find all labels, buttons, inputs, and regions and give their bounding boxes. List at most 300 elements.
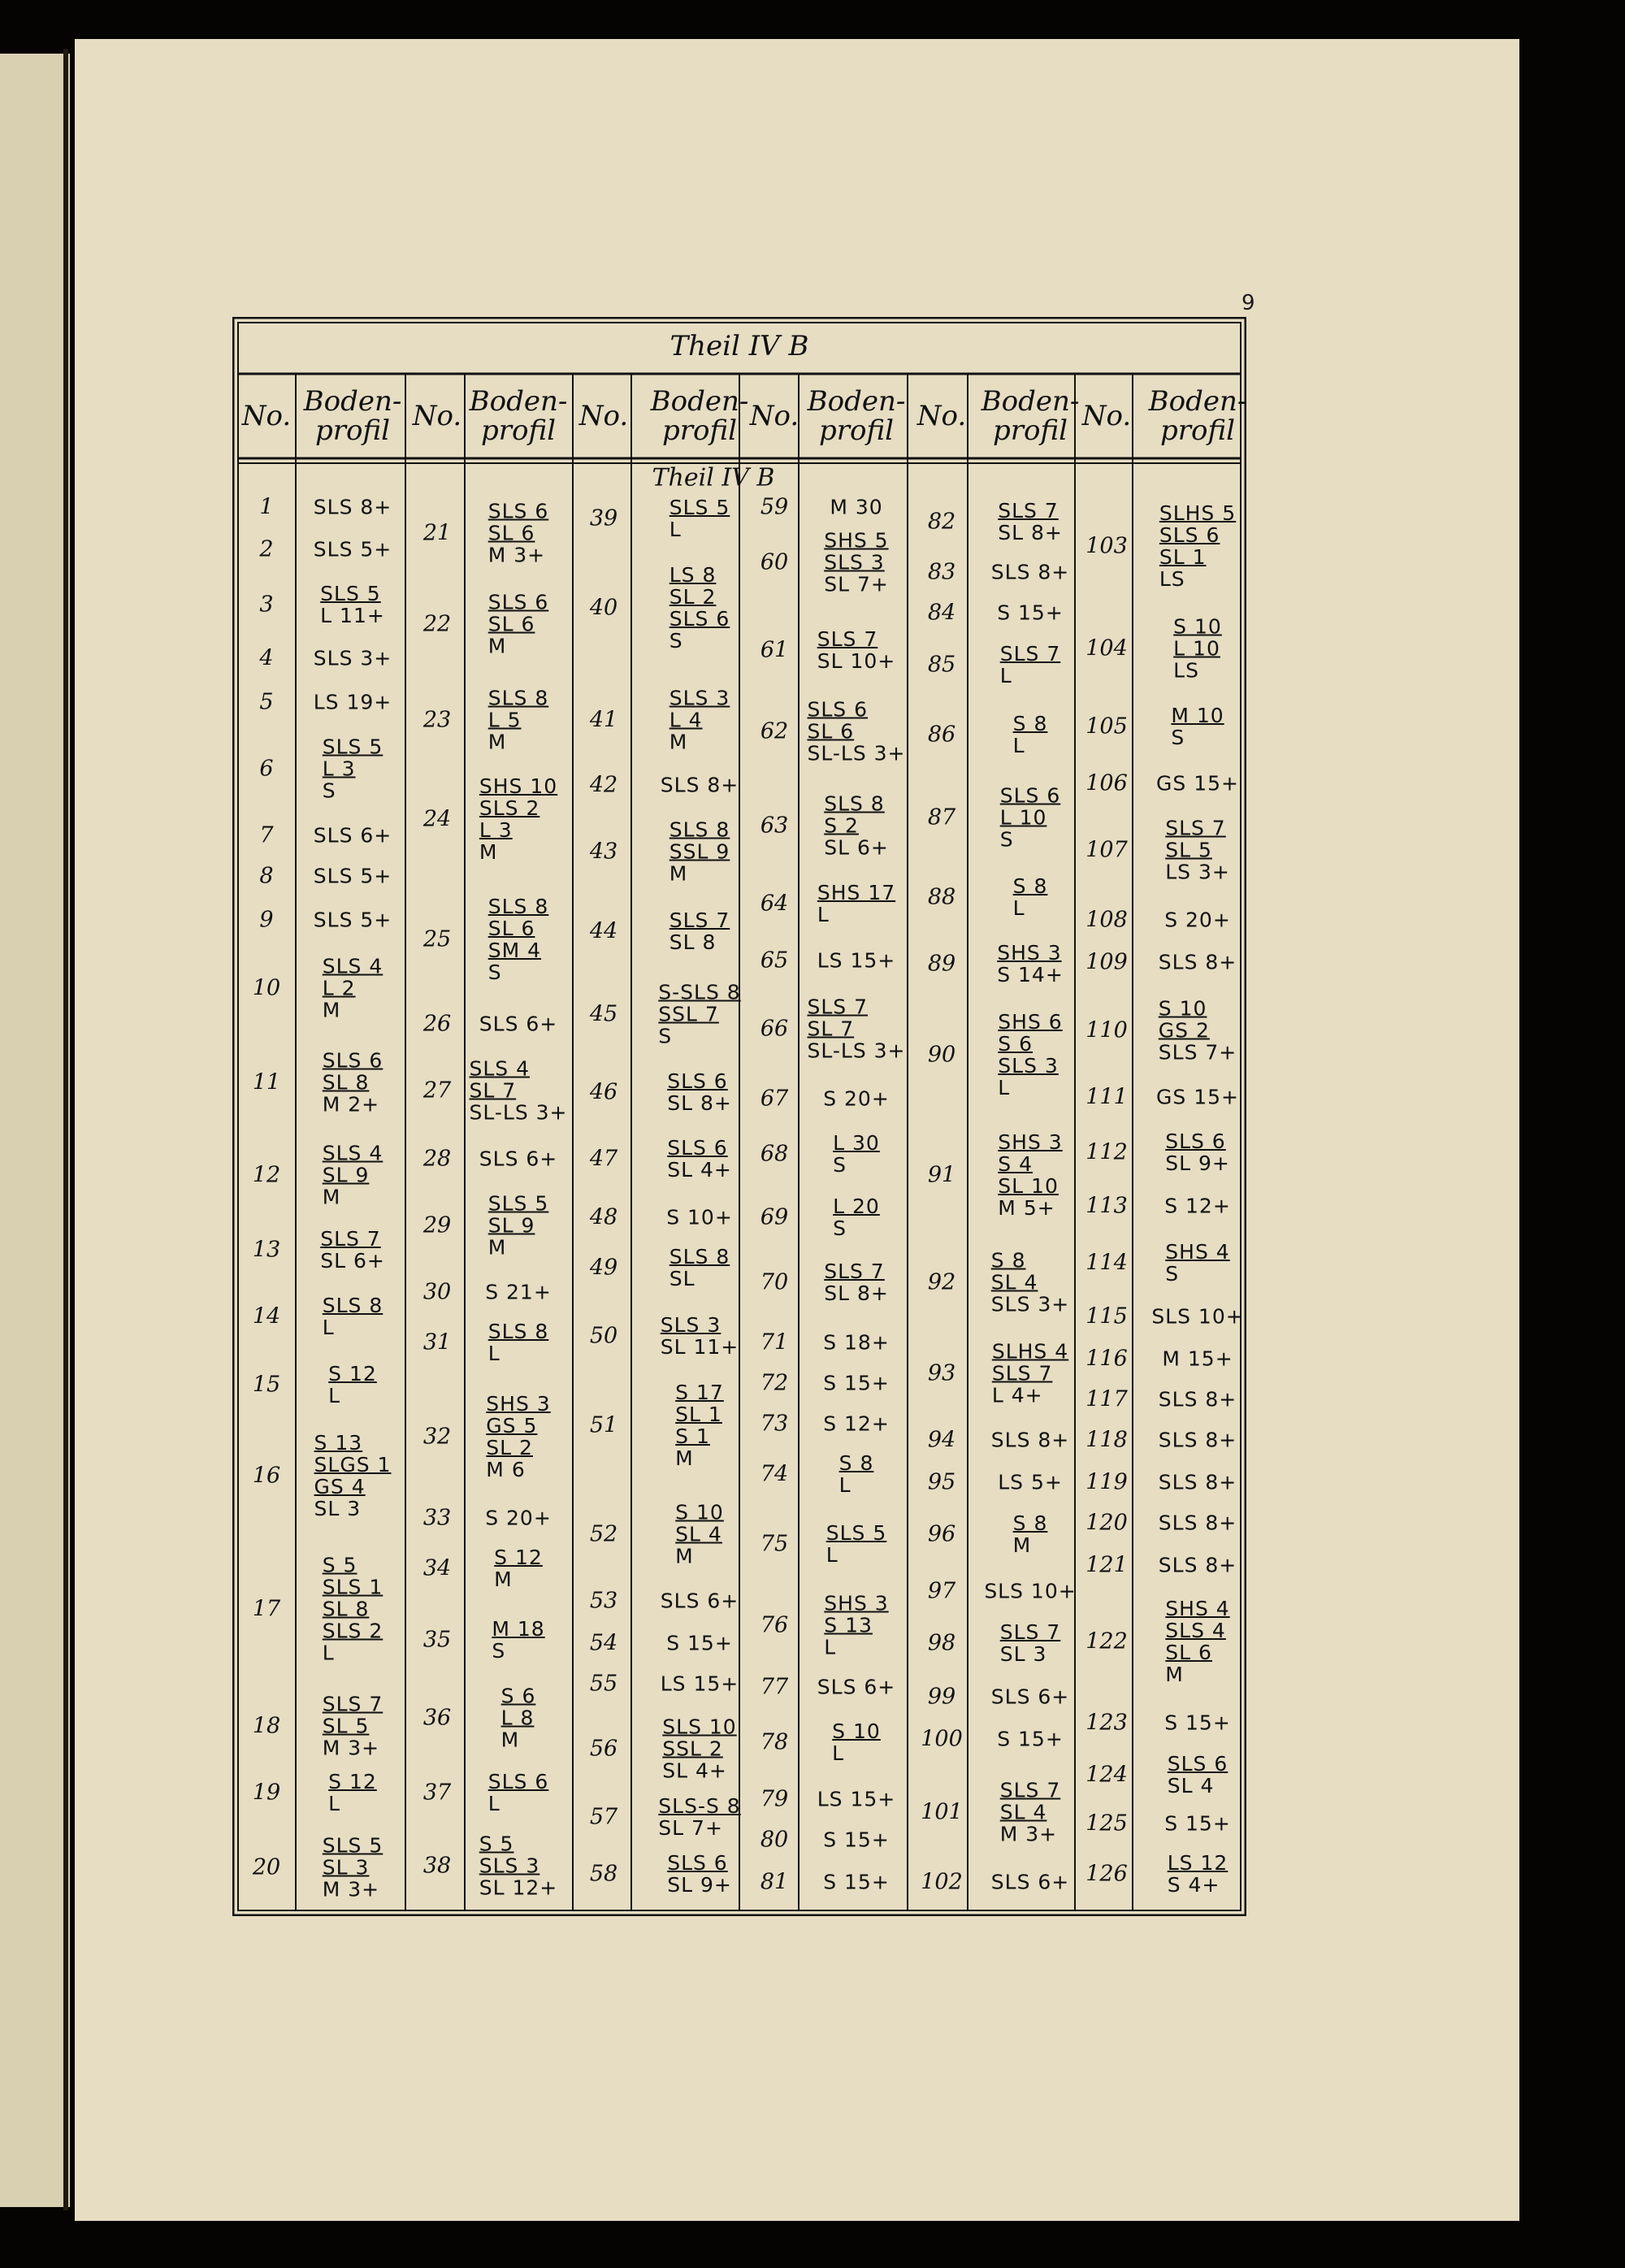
profile-line: SLS 10+ <box>1151 1304 1244 1329</box>
profile-line: SL 8 <box>669 930 717 954</box>
profile-line: SL 2 <box>486 1436 533 1459</box>
profile-line: SL 4 <box>675 1522 722 1546</box>
entry-number: 116 <box>1086 1346 1128 1372</box>
soil-profile <box>991 1429 1069 1451</box>
soil-profile <box>1165 817 1230 883</box>
soil-profile <box>997 942 1064 986</box>
profile-line: L 11+ <box>320 604 385 627</box>
profile-line: S 10 <box>675 1500 724 1524</box>
profile-line: S 15+ <box>823 1870 890 1894</box>
profile-line: SLS 6+ <box>990 1870 1070 1894</box>
profile-line: SLS 8+ <box>1158 1428 1237 1452</box>
soil-profile <box>488 592 549 657</box>
profile-line: S <box>1171 726 1185 749</box>
soil-profile <box>479 775 557 863</box>
soil-profile <box>808 996 906 1062</box>
profile-line: S 12+ <box>1164 1194 1231 1218</box>
entry-number: 103 <box>1086 533 1128 559</box>
entry-number: 6 <box>259 756 274 782</box>
profile-line: SHS 3 <box>824 1591 889 1615</box>
soil-profile <box>823 1332 890 1354</box>
profile-line: SLHS 5 <box>1159 501 1237 525</box>
profile-line: SL 4+ <box>662 1758 727 1783</box>
profile-line: S <box>999 827 1014 852</box>
profile-line: SLS 3+ <box>313 646 392 670</box>
entry-number: 20 <box>252 1854 281 1880</box>
soil-profile <box>1159 952 1237 974</box>
soil-profile <box>323 1050 384 1116</box>
profile-line: SLS 1 <box>322 1575 384 1599</box>
profile-line: SLS 8+ <box>1158 1470 1237 1494</box>
soil-profile <box>670 819 730 885</box>
soil-profile <box>1164 1195 1231 1217</box>
entry-number: 53 <box>589 1588 618 1614</box>
profile-line: SLS 6 <box>488 590 549 614</box>
entry-number: 89 <box>927 951 956 977</box>
soil-profile <box>1162 1348 1233 1370</box>
profile-line: L <box>669 518 682 541</box>
entry-number: 26 <box>422 1011 452 1037</box>
profile-line: S 17 <box>675 1381 724 1404</box>
header-bodenprofil-6: Boden- profil <box>1148 385 1247 447</box>
profile-line: M 5+ <box>998 1196 1055 1220</box>
soil-profile <box>817 950 896 972</box>
soil-profile <box>1165 1241 1229 1285</box>
profile-line: M <box>1012 1533 1032 1557</box>
entry-number: 82 <box>927 509 956 535</box>
profile-line: S 8 <box>1012 874 1048 898</box>
profile-line: SL 9 <box>488 1213 535 1238</box>
soil-profile <box>992 1341 1068 1407</box>
soil-profile <box>1013 1512 1048 1556</box>
entry-number: 73 <box>760 1411 789 1437</box>
profile-line: SLS 8+ <box>990 560 1070 584</box>
soil-profile <box>824 1260 889 1304</box>
header-bodenprofil-1: Boden- profil <box>303 385 402 447</box>
entry-number: 42 <box>589 772 618 798</box>
soil-profile <box>1000 643 1061 687</box>
soil-profile <box>661 1673 739 1695</box>
entry-number: 121 <box>1086 1552 1128 1578</box>
soil-profile <box>323 1555 384 1664</box>
profile-line: SLS 5 <box>322 735 384 759</box>
entry-number: 32 <box>422 1424 452 1450</box>
soil-profile <box>1000 1780 1061 1845</box>
entry-number: 110 <box>1086 1017 1128 1043</box>
entry-number: 122 <box>1086 1628 1128 1654</box>
profile-line: LS 15+ <box>817 1787 896 1811</box>
profile-line: S 5 <box>479 1832 514 1856</box>
profile-line: SL 6+ <box>320 1249 385 1273</box>
profile-line: SLS 6 <box>669 607 730 631</box>
profile-line: S 18+ <box>823 1330 890 1355</box>
profile-line: SL-LS 3+ <box>469 1100 568 1125</box>
soil-profile <box>323 736 384 802</box>
profile-line: M <box>669 730 688 754</box>
soil-profile <box>485 1281 552 1303</box>
profile-line: SL 3 <box>322 1855 370 1880</box>
profile-line: M 6 <box>486 1458 526 1481</box>
profile-line: LS <box>1173 658 1199 683</box>
book-gutter <box>63 49 68 2210</box>
profile-line: SLS 7 <box>999 1620 1061 1644</box>
profile-line: L <box>838 1473 852 1497</box>
soil-profile <box>1013 713 1048 757</box>
profile-line: SLS 6 <box>1159 523 1220 547</box>
soil-profile <box>998 1011 1062 1099</box>
soil-profile <box>817 882 895 926</box>
profile-line: SL 6 <box>488 612 535 636</box>
profile-line: SLS 8 <box>669 1245 730 1268</box>
soil-profile <box>1159 1389 1237 1411</box>
profile-line: SLS 6+ <box>990 1685 1070 1709</box>
entry-number: 83 <box>927 559 956 585</box>
soil-profile <box>833 1195 880 1239</box>
entry-number: 114 <box>1086 1250 1128 1276</box>
profile-line: SLS-S 8 <box>658 1794 741 1818</box>
soil-profile <box>1159 502 1236 590</box>
profile-line: S 10+ <box>666 1205 733 1229</box>
entry-number: 115 <box>1086 1303 1128 1329</box>
profile-line: S 20+ <box>485 1506 552 1530</box>
soil-profile <box>823 1871 890 1893</box>
profile-line: L <box>488 1342 500 1365</box>
profile-line: SLS 6 <box>322 1048 384 1073</box>
entry-number: 70 <box>760 1269 789 1295</box>
profile-line: SHS 6 <box>998 1010 1063 1034</box>
profile-line: SLS 3 <box>824 550 885 575</box>
profile-line: SLS 6+ <box>479 1012 558 1036</box>
profile-line: SLS 6 <box>999 783 1061 808</box>
profile-line: S 5 <box>322 1553 358 1577</box>
profile-line: L 30 <box>833 1131 880 1155</box>
profile-line: SL 5 <box>1165 838 1212 862</box>
profile-line: SL 7+ <box>824 572 889 596</box>
soil-profile <box>488 687 549 753</box>
profile-line: S 6 <box>998 1032 1034 1056</box>
profile-line: LS 12 <box>1167 1851 1228 1875</box>
soil-profile <box>328 1363 377 1407</box>
entry-number: 14 <box>252 1303 281 1329</box>
soil-profile <box>832 1720 881 1764</box>
page-number: 9 <box>1242 291 1255 315</box>
soil-profile <box>314 909 392 931</box>
soil-profile <box>670 497 730 540</box>
profile-line: SLS 2 <box>479 796 540 820</box>
soil-profile <box>823 1088 890 1110</box>
soil-profile <box>1164 1813 1231 1835</box>
profile-line: SLS 3 <box>660 1313 722 1337</box>
entry-number: 57 <box>589 1804 618 1830</box>
soil-profile <box>1156 773 1239 795</box>
profile-line: SLS 5+ <box>313 864 392 888</box>
soil-profile <box>662 1716 736 1782</box>
entry-number: 30 <box>422 1279 452 1305</box>
soil-profile <box>675 1502 724 1568</box>
soil-profile <box>1164 1712 1231 1734</box>
profile-line: SLS 3 <box>669 686 730 710</box>
entry-number: 10 <box>252 975 281 1001</box>
entry-number: 40 <box>589 595 618 621</box>
entry-number: 4 <box>259 645 274 671</box>
soil-profile <box>675 1381 724 1469</box>
entry-number: 27 <box>422 1078 452 1104</box>
profile-line: SLS 8+ <box>1158 950 1237 974</box>
profile-line: S <box>658 1024 673 1048</box>
soil-profile <box>661 1314 739 1358</box>
profile-line: M 2+ <box>322 1092 380 1117</box>
profile-line: SLS 4 <box>322 954 384 978</box>
profile-line: SM 4 <box>488 939 542 962</box>
profile-line: SL 1 <box>1159 545 1207 569</box>
soil-profile <box>991 1871 1069 1893</box>
entry-number: 18 <box>252 1713 281 1739</box>
profile-line: SLS 6 <box>488 499 549 523</box>
soil-profile <box>1168 1753 1228 1797</box>
entry-number: 117 <box>1086 1386 1128 1412</box>
profile-line: S 2 <box>824 813 859 838</box>
entry-number: 71 <box>760 1329 789 1355</box>
soil-profile <box>670 564 730 652</box>
profile-line: S 15+ <box>997 1727 1064 1751</box>
profile-line: L <box>328 1792 341 1815</box>
profile-line: L <box>998 1076 1011 1099</box>
soil-profile <box>991 1686 1069 1708</box>
profile-line: S 20+ <box>823 1086 890 1111</box>
soil-profile <box>817 628 896 672</box>
profile-line: M <box>500 1728 520 1752</box>
entry-number: 102 <box>921 1869 963 1895</box>
profile-line: SLS 7 <box>669 909 730 932</box>
entry-number: 123 <box>1086 1710 1128 1736</box>
soil-profile <box>839 1452 874 1496</box>
profile-line: SLS 4 <box>322 1141 384 1165</box>
profile-line: LS 15+ <box>817 948 896 973</box>
entry-number: 47 <box>589 1146 618 1172</box>
soil-profile <box>494 1546 543 1590</box>
entry-number: 33 <box>422 1505 452 1531</box>
header-no-1: No. <box>241 400 292 432</box>
profile-line: SL 8 <box>322 1070 370 1095</box>
profile-line: S 10 <box>832 1719 881 1743</box>
profile-line: S 10 <box>1158 996 1207 1021</box>
profile-line: SLS 10 <box>662 1715 737 1739</box>
header-no-6: No. <box>1081 400 1132 432</box>
profile-line: SLS 8+ <box>1158 1511 1237 1535</box>
profile-line: SL 6 <box>488 521 535 545</box>
entry-number: 92 <box>927 1269 956 1295</box>
entry-number: 104 <box>1086 635 1128 661</box>
entry-number: 65 <box>760 948 789 974</box>
entry-number: 45 <box>589 1001 618 1027</box>
profile-line: M <box>488 634 507 658</box>
entry-number: 5 <box>259 689 274 715</box>
profile-line: L 5 <box>488 708 522 732</box>
profile-line: S 15+ <box>823 1371 890 1395</box>
entry-number: 8 <box>259 863 274 889</box>
soil-profile <box>670 687 730 753</box>
soil-profile <box>998 500 1063 544</box>
profile-line: L <box>999 664 1012 687</box>
entry-number: 1 <box>259 494 274 520</box>
profile-line: S 15+ <box>1164 1811 1231 1836</box>
entry-number: 101 <box>921 1799 963 1825</box>
entry-number: 60 <box>760 549 789 575</box>
profile-line: M <box>1165 1663 1184 1686</box>
profile-line: SL 12+ <box>479 1876 558 1900</box>
soil-profile <box>823 1413 890 1435</box>
entry-number: 68 <box>760 1141 789 1167</box>
soil-profile <box>1000 1621 1061 1665</box>
entry-number: 90 <box>927 1042 956 1068</box>
entry-number: 88 <box>927 884 956 910</box>
profile-line: LS 19+ <box>313 690 392 714</box>
profile-line: SL 7+ <box>658 1816 723 1840</box>
entry-number: 37 <box>422 1780 452 1806</box>
entry-number: 85 <box>927 652 956 678</box>
profile-line: SLS 5 <box>320 582 381 605</box>
soil-profile <box>488 1320 549 1364</box>
soil-profile <box>1159 1512 1237 1534</box>
profile-line: SLS 3+ <box>990 1292 1070 1316</box>
profile-line: SLS 6+ <box>479 1147 558 1171</box>
profile-line: S <box>1165 1262 1180 1286</box>
profile-line: SL 4+ <box>667 1158 732 1182</box>
profile-line: SHS 3 <box>997 941 1062 965</box>
soil-profile <box>488 895 549 983</box>
soil-profile <box>817 1789 896 1810</box>
profile-line: SLS 7 <box>322 1692 384 1716</box>
entry-number: 113 <box>1086 1193 1128 1219</box>
soil-profile <box>1165 1598 1229 1685</box>
profile-line: SLS 8 <box>488 1320 549 1343</box>
profile-line: SL 4 <box>990 1270 1038 1294</box>
profile-line: L 4+ <box>991 1383 1043 1407</box>
profile-line: SL 6+ <box>824 835 889 860</box>
profile-line: M <box>488 730 507 754</box>
soil-profile <box>323 1693 384 1759</box>
soil-profile <box>817 1676 895 1698</box>
soil-profile <box>1013 875 1048 919</box>
entry-number: 97 <box>927 1578 956 1604</box>
entry-number: 23 <box>422 707 452 733</box>
entry-number: 112 <box>1086 1139 1128 1165</box>
profile-line: LS 3+ <box>1165 860 1230 884</box>
entry-number: 13 <box>252 1237 281 1263</box>
soil-profile <box>479 1148 557 1170</box>
soil-profile <box>488 1771 549 1815</box>
soil-profile <box>314 692 392 713</box>
profile-line: SLS 7 <box>320 1227 381 1251</box>
soil-profile <box>314 539 392 561</box>
entry-number: 58 <box>589 1861 618 1887</box>
soil-profile <box>323 1835 384 1901</box>
profile-line: SL 7 <box>469 1078 517 1103</box>
profile-line: SLS 8 <box>488 686 549 710</box>
entry-number: 17 <box>252 1596 281 1622</box>
profile-line: S-SLS 8 <box>658 980 741 1004</box>
soil-profile <box>661 774 739 796</box>
soil-profile <box>1168 1852 1228 1896</box>
profile-line: S 15+ <box>666 1631 733 1655</box>
entry-number: 7 <box>259 822 274 848</box>
soil-profile <box>492 1618 544 1662</box>
entry-number: 63 <box>760 813 789 839</box>
entry-number: 75 <box>760 1531 789 1557</box>
profile-line: SLS 6 <box>488 1770 549 1793</box>
entry-number: 87 <box>927 804 956 830</box>
entry-number: 3 <box>259 592 274 618</box>
profile-line: SL 2 <box>669 585 717 609</box>
entry-number: 43 <box>589 839 618 865</box>
entry-number: 9 <box>259 907 274 933</box>
entry-number: 67 <box>760 1086 789 1112</box>
soil-profile <box>830 497 882 518</box>
entry-number: 52 <box>589 1521 618 1547</box>
profile-line: S 12 <box>328 1362 377 1386</box>
soil-profile <box>323 956 384 1021</box>
entry-number: 61 <box>760 637 789 663</box>
soil-profile <box>488 501 549 566</box>
soil-profile <box>320 1228 385 1272</box>
profile-line: S 21+ <box>485 1280 552 1304</box>
entry-number: 55 <box>589 1671 618 1697</box>
entry-number: 46 <box>589 1079 618 1105</box>
profile-line: M <box>322 1185 341 1209</box>
profile-line: S 13 <box>824 1613 873 1637</box>
profile-line: L <box>328 1384 341 1407</box>
profile-line: SLS 6 <box>667 1136 728 1160</box>
profile-line: S 8 <box>990 1248 1026 1273</box>
soil-profile <box>1159 1472 1237 1494</box>
profile-line: S 6 <box>500 1684 536 1708</box>
profile-line: SSL 9 <box>669 839 730 864</box>
profile-line: SL 8+ <box>998 521 1063 544</box>
entry-number: 105 <box>1086 713 1128 739</box>
table-subtitle: Theil IV B <box>652 463 775 492</box>
profile-line: GS 4 <box>314 1475 366 1498</box>
profile-line: SL 10 <box>998 1174 1059 1198</box>
profile-line: SL 3 <box>314 1497 362 1520</box>
profile-line: SLS 10+ <box>984 1579 1077 1603</box>
profile-line: SLHS 4 <box>991 1339 1069 1364</box>
entry-number: 125 <box>1086 1810 1128 1837</box>
profile-line: L 3 <box>479 818 513 842</box>
soil-profile <box>486 1393 550 1481</box>
profile-line: L <box>824 1635 837 1659</box>
profile-line: M 3+ <box>322 1736 380 1760</box>
profile-line: S 15+ <box>997 601 1064 625</box>
profile-line: M <box>322 998 341 1022</box>
entry-number: 44 <box>589 918 618 944</box>
entry-number: 120 <box>1086 1510 1128 1536</box>
profile-line: L 3 <box>322 757 356 781</box>
entry-number: 25 <box>422 926 452 952</box>
profile-line: SLS 8 <box>824 791 885 816</box>
soil-profile <box>998 1131 1062 1219</box>
profile-line: S 12 <box>328 1770 377 1793</box>
entry-number: 39 <box>589 505 618 531</box>
profile-line: L <box>488 1792 500 1815</box>
profile-line: SLS 3 <box>998 1054 1059 1078</box>
soil-profile <box>824 793 889 859</box>
profile-line: SL 5 <box>322 1714 370 1738</box>
soil-profile <box>323 1294 384 1338</box>
profile-line: SL 1 <box>675 1403 722 1426</box>
profile-line: M 3+ <box>488 543 546 567</box>
profile-line: M 3+ <box>999 1822 1058 1846</box>
profile-line: LS 15+ <box>660 1672 739 1696</box>
